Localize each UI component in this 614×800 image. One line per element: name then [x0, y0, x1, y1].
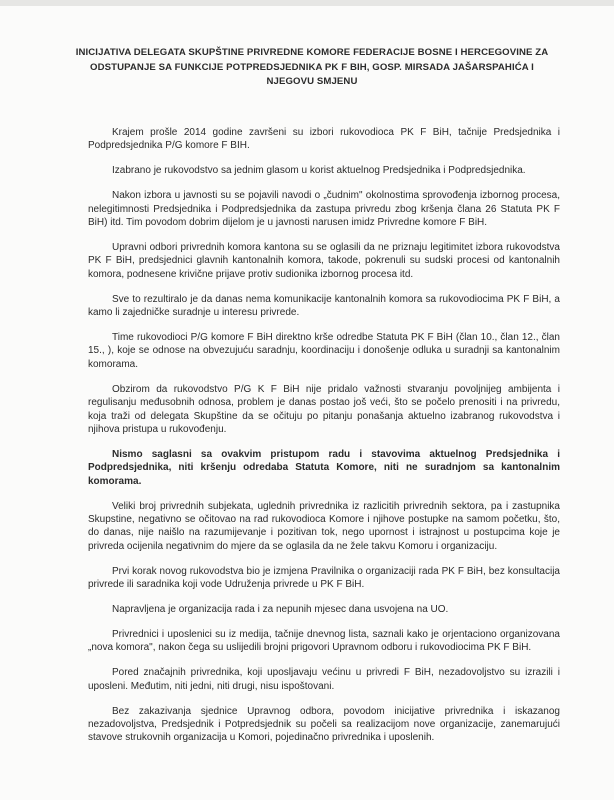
title-line: ODSTUPANJE SA FUNKCIJE POTPREDSJEDNIKA PK F BIH, GOSP. MIRSADA JAŠARSPAHIĆA I: [90, 61, 534, 73]
paragraph: Napravljena je organizacija rada i za nepunih mjesec dana usvojena na UO.: [112, 603, 449, 615]
scan-edge: [0, 0, 614, 6]
title-line: INICIJATIVA DELEGATA SKUPŠTINE PRIVREDNE KOMORE FEDERACIJE BOSNE I HERCEGOVINE ZA: [75, 47, 549, 58]
paragraph: Bez zakazivanja sjednice Upravnog odbora, povodom inicijative privrednika i iskazanog nezadovoljstva, Predsjednik i Potpredsjednik su počeli sa realizacijom nove organizacije, zanemarujući stavove strukovnih organizacija u Komori, pojedinačno privrednika i uposlenih.: [88, 705, 560, 744]
paragraph: Time rukovodioci P/G komore F BiH direktno krše odredbe Statuta PK F BiH (član 10., član 12., član 15., ), koje se odnose na obvezujuću saradnju, koordinaciju i donošenje odluka u suradnji sa kantonalnim komorama.: [88, 331, 560, 370]
paragraph: Veliki broj privrednih subjekata, uglednih privrednika iz razlicitih privrednih sektora, pa i zastupnika Skupstine, negativno se očitovao na rad rukovodioca Komore i njihove postupke na samom početku, što, do danas, nije naišlo na razumijevanje i pozitivan tok, nego upornost i istrajnost u postupcima koje je privreda ocijenila negativnim do mjere da se oglasila da ne žele takvu Komoru i organizaciju.: [88, 500, 560, 552]
title-line: NJEGOVU SMJENU: [266, 76, 358, 87]
paragraph: Upravni odbori privrednih komora kantona su se oglasili da ne priznaju legitimitet izbora rukovodstva PK F BiH, predsjednici glavnih kantonalnih komora, takode, pokrenuli su sudski procesi od kantonalnih komora, podnesene krivične prijave protiv sudionika izbornog procesa itd.: [88, 241, 560, 280]
paragraph: Privrednici i uposlenici su iz medija, tačnije dnevnog lista, saznali kako je orjentaciono organizovana „nova komora", nakon čega su uslijedili brojni prigovori Upravnom odboru i rukovodiocima PK F BiH.: [88, 628, 560, 654]
document-title: [62, 46, 562, 90]
paragraph: Prvi korak novog rukovodstva bio je izmjena Pravilnika o organizaciji rada PK F BiH, bez konsultacija privrede ili saradnika koji vode Udruženja privrede u PK F BiH.: [88, 565, 560, 591]
paragraph: Pored značajnih privrednika, koji uposljavaju većinu u privredi F BiH, nezadovoljstvo su izrazili i uposleni. Međutim, niti jedni, niti drugi, nisu ispoštovani.: [88, 667, 560, 692]
paragraph: Krajem prošle 2014 godine završeni su izbori rukovodioca PK F BiH, tačnije Predsjednika i Podpredsjednika P/G komore F BIH.: [88, 127, 560, 152]
paragraph: Obzirom da rukovodstvo P/G K F BiH nije pridalo važnosti stvaranju povoljnijeg ambijenta i regulisanju međusobnih odnosa, problem je danas postao još veći, što se počelo prenositi i na privredu, koja traži od delegata Skupštine da se očituju po pitanju ponašanja aktuelno izabranog rukovodstva i njihova pristupa u rukovođenju.: [88, 383, 560, 435]
paragraph: Izabrano je rukovodstvo sa jednim glasom u korist aktuelnog Predsjednika i Podpredsjednika.: [112, 165, 526, 177]
document-body: [88, 126, 560, 756]
bold-statement-paragraph: Nismo saglasni sa ovakvim pristupom radu i stavovima aktuelnog Predsjednika i Podpredsjednika, niti kršenju odredaba Statuta Komore, niti ne suradnjom sa kantonalnim komorama.: [88, 448, 560, 487]
paragraph: Sve to rezultiralo je da danas nema komunikacije kantonalnih komora sa rukovodiocima PK F BiH, a kamo li zajedničke suradnje u interesu privrede.: [88, 293, 560, 319]
paragraph: Nakon izbora u javnosti su se pojavili navodi o „čudnim" okolnostima sprovođenja izbornog procesa, nelegitimnosti Predsjednika i Podpredsjednika da zastupa privredu zbog kršenja člana 26 Statuta PK F BiH) itd. Tim povodom dobrim dijelom je u javnosti narusen imidz Privredne komore F BiH.: [88, 190, 560, 229]
